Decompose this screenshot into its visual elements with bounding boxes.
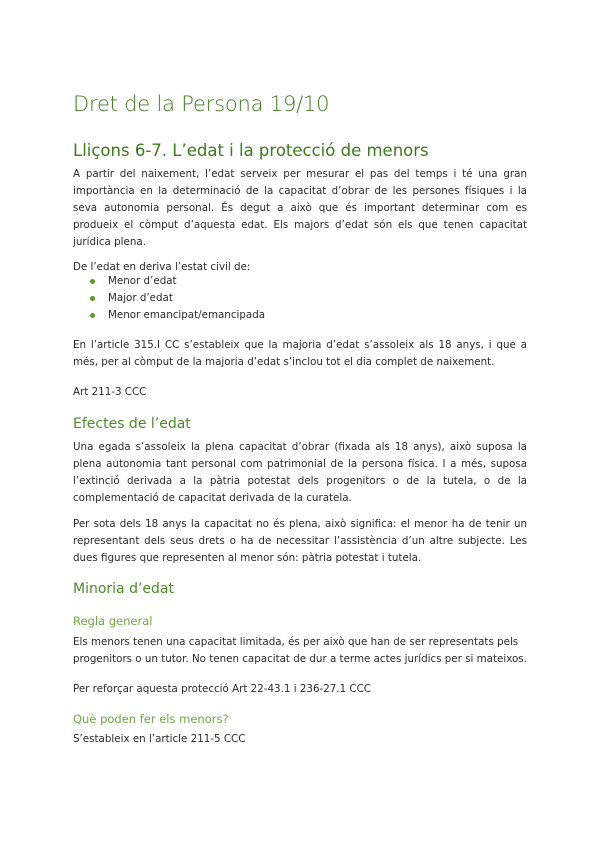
list-item-label: Menor d’edat (108, 275, 177, 287)
civil-state-list (73, 273, 265, 324)
list-item-label: Major d’edat (108, 292, 173, 304)
list-item (73, 307, 265, 324)
what-can-line: S’estableix en l’article 211-5 CCC (73, 733, 246, 745)
list-item (73, 290, 265, 307)
document-title: Dret de la Persona 19/10 (73, 92, 330, 116)
general-rule-heading: Regla general (73, 614, 153, 628)
art-reference: Art 211-3 CCC (73, 386, 147, 398)
article-paragraph: En l’article 315.I CC s’estableix que la majoria d’edat s’assoleix als 18 anys, i que a més, per al còmput de la majoria d’edat s’inclou tot el dia complet de naixement. (73, 339, 527, 368)
effects-heading: Efectes de l’edat (73, 416, 191, 432)
list-item (73, 273, 265, 290)
general-rule-paragraph: Els menors tenen una capacitat limitada, és per això que han de ser representats pels progenitors o un tutor. No tenen capacitat de dur a terme actes jurídics per si mateixos. (73, 636, 527, 665)
what-can-heading: Què poden fer els menors? (73, 712, 229, 726)
bullet-dot-icon (90, 296, 95, 301)
intro-paragraph: A partir del naixement, l’edat serveix per mesurar el pas del temps i té una gran importància en la determinació de la capacitat d’obrar de les persones físiques i la seva autonomia personal. És degut a això que és important determinar com es produeix el còmput d’aquesta edat. Els majors d’edat són els que tenen capacitat jurídica plena. (73, 168, 527, 248)
minority-heading: Minoria d’edat (73, 581, 174, 597)
bullet-dot-icon (90, 313, 95, 318)
effects-paragraph-1: Una egada s’assoleix la plena capacitat d’obrar (fixada als 18 anys), això suposa la plena autonomia tant personal com patrimonial de la persona física. I a més, suposa l’extinció derivada a la pàtria potestat dels progenitors o de la tutela, o de la complementació de capacitat derivada de la curatela. (73, 441, 527, 504)
civil-state-intro: De l’edat en deriva l’estat civil de: (73, 261, 251, 273)
bullet-dot-icon (90, 279, 95, 284)
effects-paragraph-2: Per sota dels 18 anys la capacitat no és plena, això significa: el menor ha de tenir un representant dels seus drets o ha de necessitar l’assistència d’un altre subjecte. Les dues figures que representen al menor són: pàtria potestat i tutela. (73, 518, 527, 564)
lesson-heading: Lliçons 6-7. L’edat i la protecció de menors (73, 141, 429, 160)
reinforce-line: Per reforçar aquesta protecció Art 22-43.1 i 236-27.1 CCC (73, 683, 371, 695)
list-item-label: Menor emancipat/emancipada (108, 309, 266, 321)
